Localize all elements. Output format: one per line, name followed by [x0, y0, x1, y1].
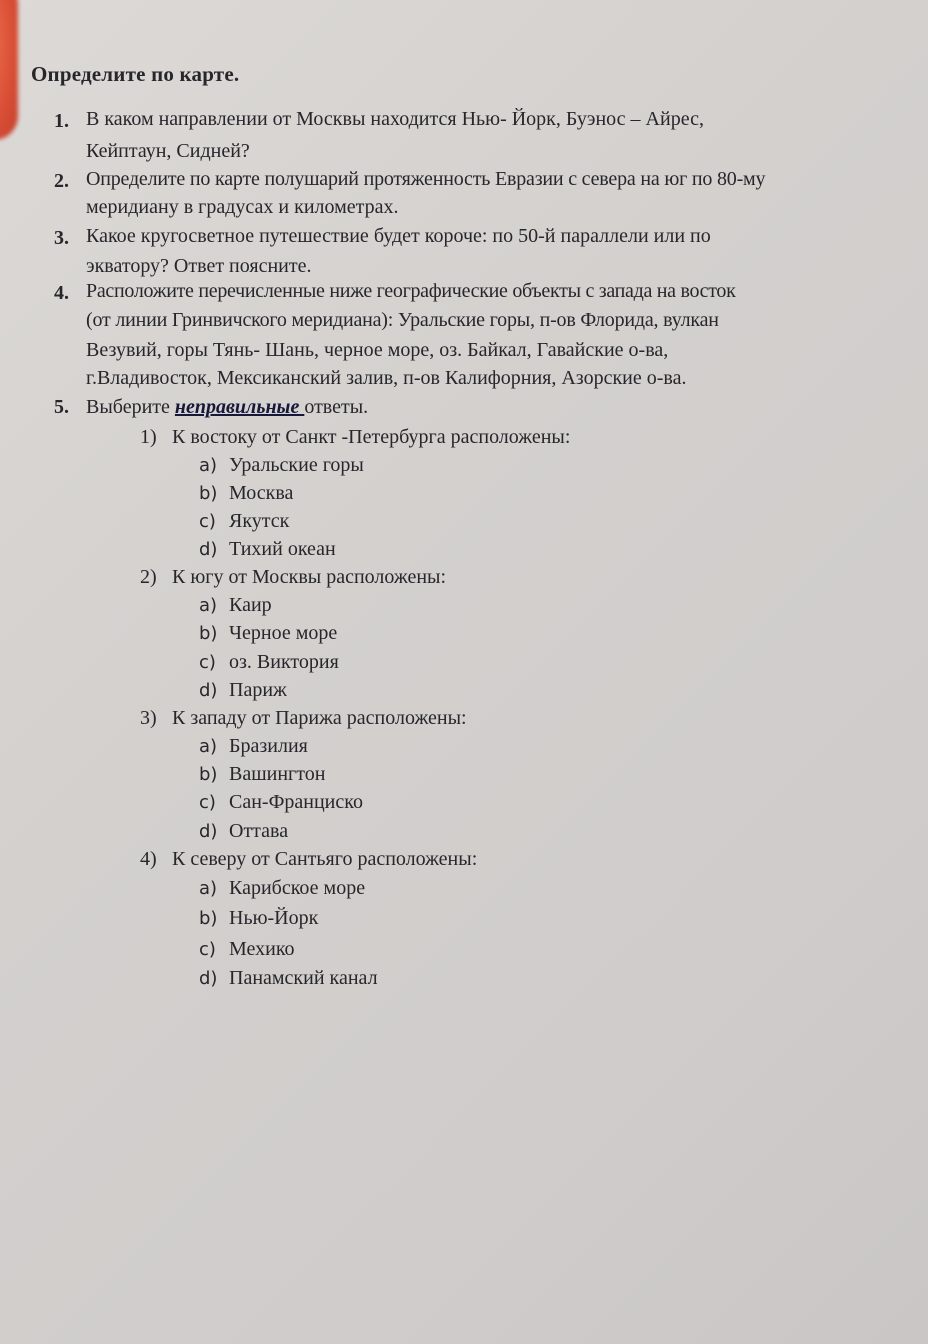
option — [199, 877, 365, 900]
option-text: Нью-Йорк — [229, 907, 319, 929]
option — [199, 938, 295, 961]
option-text: Сан-Франциско — [229, 791, 363, 813]
option-text: Оттава — [229, 820, 289, 842]
worksheet-heading: Определите по карте. — [31, 62, 240, 86]
question-number: 2. — [54, 170, 69, 192]
option-letter: c) — [199, 652, 216, 673]
option — [199, 538, 336, 561]
option-letter: a) — [199, 736, 218, 757]
option-text: Мехико — [229, 938, 295, 960]
question-line: г.Владивосток, Мексиканский залив, п-ов Калифорния, Азорские о-ва. — [86, 367, 687, 389]
subquestion-number: 2) — [140, 566, 157, 588]
option-letter: c) — [199, 792, 216, 813]
option — [199, 763, 325, 786]
option-text: Якутск — [229, 510, 290, 532]
option-text: Карибское море — [229, 877, 366, 899]
option-text: Вашингтон — [229, 763, 326, 785]
subquestion-text: К западу от Парижа расположены: — [172, 707, 467, 729]
question-number: 5. — [54, 396, 69, 418]
option-text: Каир — [229, 594, 272, 616]
question-line — [86, 396, 368, 419]
question-line: Кейптаун, Сидней? — [86, 140, 250, 162]
question-line: В каком направлении от Москвы находится Нью- Йорк, Буэнос – Айрес, — [86, 108, 704, 130]
question-line: Какое кругосветное путешествие будет короче: по 50-й параллели или по — [86, 225, 711, 247]
option — [199, 454, 364, 477]
option-text: Париж — [229, 679, 287, 701]
option-letter: b) — [199, 908, 218, 929]
option-letter: d) — [199, 539, 218, 560]
option-letter: d) — [199, 821, 218, 842]
option — [199, 510, 289, 533]
subquestion-2 — [140, 566, 446, 589]
option — [199, 482, 293, 505]
option — [199, 820, 288, 843]
option-text: Панамский канал — [229, 967, 378, 989]
option — [199, 735, 308, 758]
option — [199, 594, 272, 617]
option-letter: c) — [199, 511, 216, 532]
option-letter: b) — [199, 764, 218, 785]
option-letter: a) — [199, 878, 218, 899]
option — [199, 967, 378, 990]
subquestion-number: 1) — [140, 426, 157, 448]
question-line: (от линии Гринвичского меридиана): Уральские горы, п-ов Флорида, вулкан — [86, 309, 719, 331]
option-letter: a) — [199, 455, 218, 476]
option-text: Бразилия — [229, 735, 308, 757]
subquestion-3 — [140, 707, 467, 730]
subquestion-1 — [140, 426, 570, 449]
option-text: Черное море — [229, 622, 338, 644]
option-text: Уральские горы — [229, 454, 364, 476]
option-letter: b) — [199, 623, 218, 644]
option — [199, 679, 287, 702]
option — [199, 907, 318, 930]
option-letter: b) — [199, 483, 218, 504]
option — [199, 651, 339, 674]
subquestion-number: 4) — [140, 848, 157, 870]
question-suffix: ответы. — [304, 396, 369, 418]
question-line: Определите по карте полушарий протяженность Евразии с севера на юг по 80-му — [86, 168, 766, 190]
option-text: Тихий океан — [229, 538, 336, 560]
question-line: Везувий, горы Тянь- Шань, черное море, оз. Байкал, Гавайские о-ва, — [86, 339, 669, 361]
question-number: 4. — [54, 282, 69, 304]
option-text: Москва — [229, 482, 294, 504]
subquestion-text: К северу от Сантьяго расположены: — [172, 848, 478, 870]
option-letter: d) — [199, 968, 218, 989]
subquestion-text: К югу от Москвы расположены: — [172, 566, 447, 588]
question-line: меридиану в градусах и километрах. — [86, 196, 399, 218]
option-letter: c) — [199, 939, 216, 960]
subquestion-text: К востоку от Санкт -Петербурга расположены: — [172, 426, 571, 448]
question-number: 3. — [54, 227, 69, 249]
question-line: экватору? Ответ поясните. — [86, 255, 312, 277]
option — [199, 622, 337, 645]
option-letter: d) — [199, 680, 218, 701]
subquestion-4 — [140, 848, 477, 871]
question-prefix: Выберите — [86, 396, 175, 418]
option-letter: a) — [199, 595, 218, 616]
question-line: Расположите перечисленные ниже географические объекты с запада на восток — [86, 280, 736, 302]
emphasized-word: неправильные — [174, 396, 305, 418]
subquestion-number: 3) — [140, 707, 157, 729]
option — [199, 791, 363, 814]
option-text: оз. Виктория — [229, 651, 339, 673]
question-number: 1. — [54, 110, 69, 132]
